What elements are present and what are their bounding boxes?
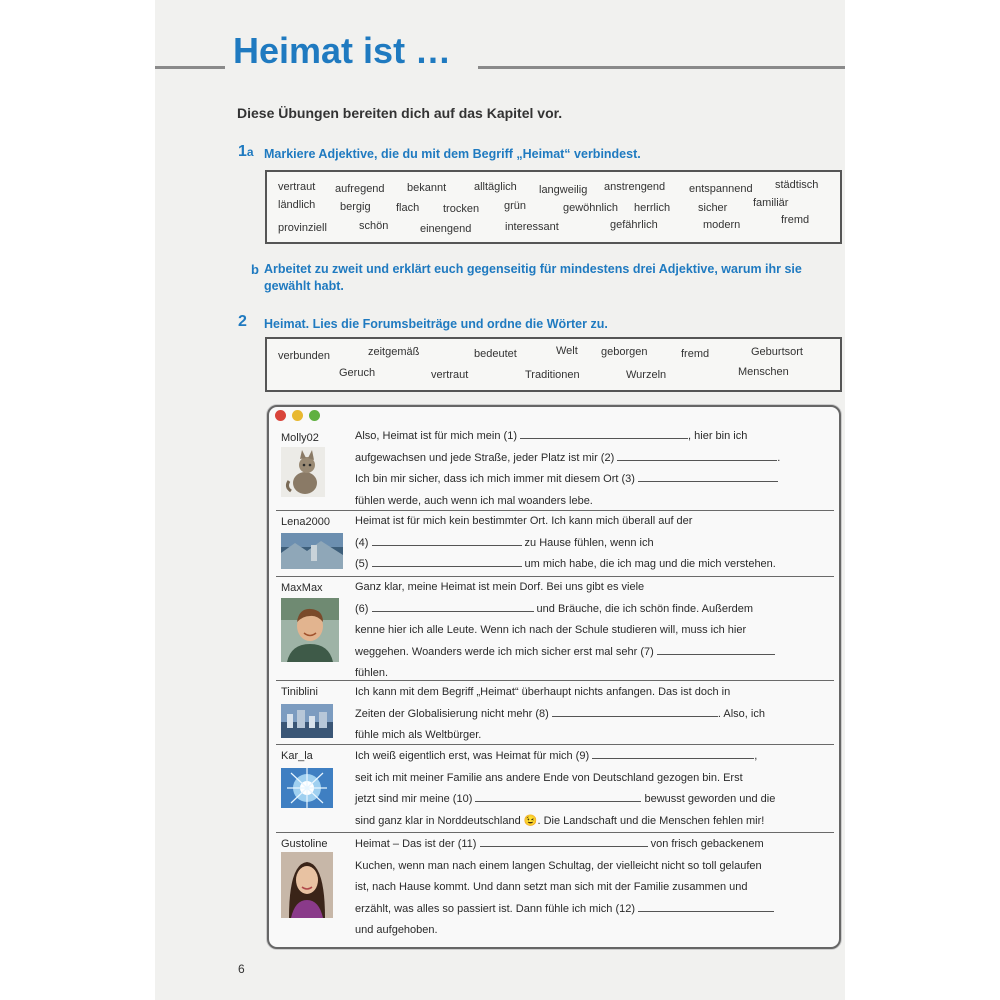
post-line: (5) um mich habe, die ich mag und die mich verstehen. [355, 558, 776, 570]
word-item[interactable]: einengend [420, 223, 472, 235]
post-line: Ich kann mit dem Begriff „Heimat“ überhaupt nichts anfangen. Das ist doch in [355, 686, 731, 698]
word-item[interactable]: interessant [505, 221, 559, 233]
word-item[interactable]: grün [504, 200, 527, 212]
word-item[interactable]: aufregend [335, 183, 385, 195]
word-item[interactable]: sicher [698, 202, 728, 214]
post-line: (6) und Bräuche, die ich schön finde. Außerdem [355, 602, 754, 615]
word-item[interactable]: trocken [443, 203, 480, 215]
exercise-2-instruction: Heimat. Lies die Forumsbeiträge und ordne die Wörter zu. [264, 317, 608, 331]
word-item[interactable]: entspannend [689, 183, 753, 195]
word-item[interactable]: bekannt [407, 182, 447, 194]
title-rule-left [155, 66, 225, 69]
word-item[interactable]: flach [396, 202, 420, 214]
exercise-1a-number: 1a [238, 143, 254, 160]
post-line: seit ich mit meiner Familie ans andere Ende von Deutschland gezogen bin. Erst [355, 771, 743, 784]
post-username: Kar_la [281, 750, 313, 762]
word-item[interactable]: gefährlich [610, 219, 658, 231]
word-item[interactable]: vertraut [278, 181, 316, 193]
city-icon [281, 704, 333, 738]
answer-blank[interactable] [372, 535, 522, 546]
exercise-1b-number: b [251, 262, 259, 277]
answer-blank[interactable] [617, 450, 777, 461]
word-item[interactable]: vertraut [431, 369, 469, 381]
sun-avatar [281, 768, 333, 808]
word-item[interactable]: schön [359, 220, 389, 232]
post-line: aufgewachsen und jede Straße, jeder Platz ist mir (2) . [355, 451, 781, 464]
exercise-2-number: 2 [238, 313, 247, 330]
city-avatar [281, 704, 333, 738]
sun-icon [281, 768, 333, 808]
post-line: fühlen. [355, 667, 389, 679]
cat-avatar [281, 447, 325, 497]
word-item[interactable]: langweilig [539, 184, 588, 196]
post-line: Zeiten der Globalisierung nicht mehr (8) . Also, ich [355, 707, 765, 720]
adjective-word-box [265, 170, 842, 244]
exercise-1a-instruction: Markiere Adjektive, die du mit dem Begriff „Heimat“ verbindest. [264, 147, 641, 161]
post-line: Ganz klar, meine Heimat ist mein Dorf. Bei uns gibt es viele [355, 581, 645, 593]
cat-icon [281, 447, 325, 497]
intro-text: Diese Übungen bereiten dich auf das Kapitel vor. [237, 105, 563, 121]
exercise-1b-line: gewählt habt. [264, 279, 344, 293]
post-line: weggehen. Woanders werde ich mich sicher erst mal sehr (7) [355, 642, 833, 664]
post-line: Ich weiß eigentlich erst, was Heimat für mich (9) , [355, 750, 758, 762]
title-rule-right [478, 66, 845, 69]
post-text [355, 511, 833, 576]
boy-icon [281, 598, 339, 662]
post-line: erzählt, was alles so passiert ist. Dann fühle ich mich (12) [355, 899, 833, 921]
word-item[interactable]: familiär [753, 197, 789, 209]
post-line: ist, nach Hause kommt. Und dann setzt man sich mit der Familie zusammen und [355, 881, 748, 893]
word-item[interactable]: Geruch [339, 367, 376, 379]
word-item[interactable]: Menschen [738, 366, 789, 378]
word-item[interactable]: verbunden [278, 350, 330, 362]
word-item[interactable]: bergig [340, 201, 371, 213]
post-line: (4) zu Hause fühlen, wenn ich [355, 536, 654, 549]
answer-blank[interactable] [372, 556, 522, 567]
post-text [355, 746, 833, 832]
boy-avatar [281, 598, 339, 662]
girl-avatar [281, 852, 333, 918]
post-line: jetzt sind mir meine (10) bewusst geworden und die [355, 793, 776, 805]
answer-blank[interactable] [520, 428, 688, 439]
word-item[interactable]: zeitgemäß [368, 346, 420, 358]
word-item[interactable]: fremd [681, 348, 710, 360]
answer-blank[interactable] [657, 644, 775, 655]
post-username: Molly02 [281, 432, 319, 444]
post-line: Heimat ist für mich kein bestimmter Ort. Ich kann mich überall auf der [355, 515, 693, 527]
post-line: fühlen werde, auch wenn ich mal woanders lebe. [355, 494, 593, 507]
word-item[interactable]: fremd [781, 214, 810, 226]
exercise-1b-line: Arbeitet zu zweit und erklärt euch gegenseitig für mindestens drei Adjektive, warum ihr sie [264, 262, 802, 276]
page-number: 6 [238, 962, 245, 976]
word-item[interactable]: anstrengend [604, 181, 666, 193]
post-line: sind ganz klar in Norddeutschland 😉. Die Landschaft und die Menschen fehlen mir! [355, 814, 765, 827]
word-item[interactable]: städtisch [775, 179, 819, 191]
word-item[interactable]: Wurzeln [626, 369, 667, 381]
window-close-button[interactable] [275, 410, 286, 421]
word-item[interactable]: herrlich [634, 202, 671, 214]
answer-blank[interactable] [480, 836, 648, 847]
girl-icon [281, 852, 333, 918]
post-username: Lena2000 [281, 516, 330, 528]
post-line: und aufgehoben. [355, 924, 438, 936]
page-title: Heimat ist … [233, 30, 452, 71]
landscape-icon [281, 533, 343, 569]
word-item[interactable]: provinziell [278, 222, 327, 234]
post-text [355, 577, 833, 685]
word-item[interactable]: Geburtsort [751, 346, 803, 358]
answer-blank[interactable] [552, 706, 718, 717]
word-item[interactable]: ländlich [278, 199, 316, 211]
post-line: Heimat – Das ist der (11) von frisch gebackenem [355, 838, 764, 850]
post-text [355, 834, 833, 942]
post-username: Tiniblini [281, 686, 318, 698]
post-text [355, 682, 833, 747]
post-line: Ich bin mir sicher, dass ich mich immer mit diesem Ort (3) [355, 469, 833, 491]
landscape-avatar [281, 533, 343, 569]
post-line: Kuchen, wenn man nach einem langen Schultag, der vielleicht nicht so toll gelaufen [355, 859, 762, 872]
exercise-1b-instruction [264, 261, 824, 295]
forum-word-box [265, 337, 842, 392]
word-item[interactable]: alltäglich [474, 181, 517, 193]
word-item[interactable]: Welt [556, 345, 578, 357]
post-line: fühle mich als Weltbürger. [355, 729, 482, 741]
word-item[interactable]: modern [703, 219, 741, 231]
post-separator [276, 832, 834, 833]
answer-blank[interactable] [372, 601, 534, 612]
post-text [355, 426, 833, 512]
answer-blank[interactable] [475, 791, 641, 802]
word-item[interactable]: geborgen [601, 346, 648, 358]
post-line: Also, Heimat ist für mich mein (1) , hier bin ich [355, 430, 748, 442]
post-username: MaxMax [281, 582, 323, 594]
word-item[interactable]: bedeutet [474, 348, 517, 360]
window-minimize-button[interactable] [292, 410, 303, 421]
answer-blank[interactable] [638, 471, 778, 482]
word-item[interactable]: gewöhnlich [563, 202, 619, 214]
post-username: Gustoline [281, 838, 328, 850]
answer-blank[interactable] [592, 748, 754, 759]
word-item[interactable]: Traditionen [525, 369, 580, 381]
post-line: kenne hier ich alle Leute. Wenn ich nach der Schule studieren will, muss ich hier [355, 624, 747, 636]
answer-blank[interactable] [638, 901, 774, 912]
window-zoom-button[interactable] [309, 410, 320, 421]
